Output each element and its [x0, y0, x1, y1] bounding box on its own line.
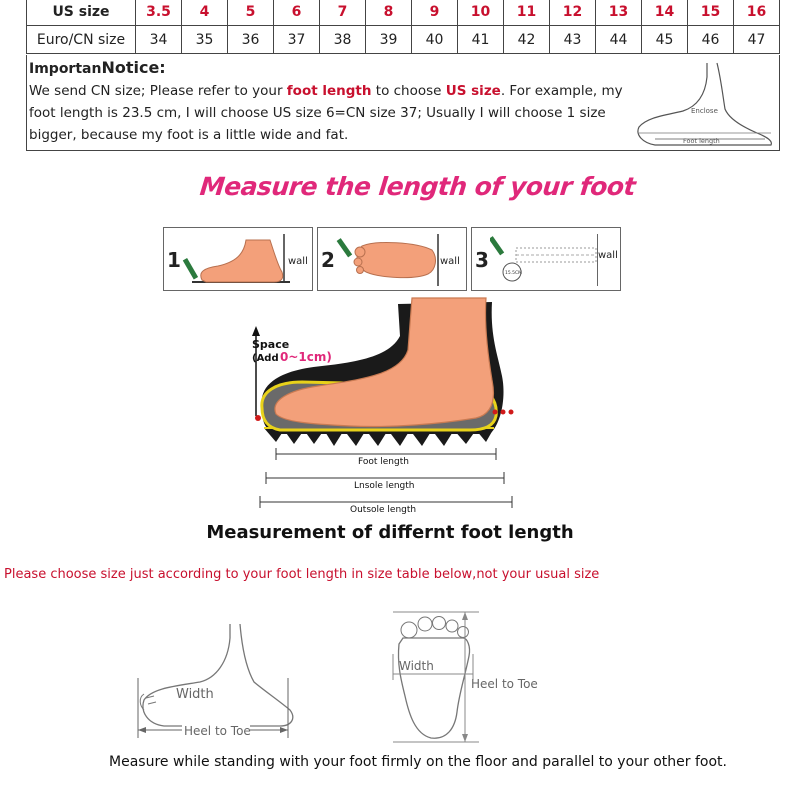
step-3-panel — [471, 227, 621, 291]
step-number: 3 — [475, 248, 489, 272]
top-width-label: Width — [399, 659, 434, 673]
notice-title — [29, 58, 166, 77]
foot-length-label: Foot length — [358, 457, 409, 467]
eu-size-cell: 35 — [182, 26, 228, 54]
size-advice-note: Please choose size just according to your foot length in size table below,not your usual size — [4, 567, 600, 582]
shoe-foot-diagram — [240, 296, 540, 518]
ruler-icon — [490, 232, 598, 288]
step-1-panel — [163, 227, 313, 291]
add-label: (Add — [252, 353, 279, 364]
foot-sketch-icon — [625, 57, 781, 147]
eu-size-cell: 38 — [320, 26, 366, 54]
us-size-cell: 5 — [228, 0, 274, 26]
outsole-length-label: Outsole length — [350, 505, 417, 515]
add-range-label: 0~1cm) — [280, 350, 332, 364]
notice-title-prefix: Importan — [29, 61, 102, 77]
standing-instruction: Measure while standing with your foot firmly on the floor and parallel to your other foot. — [109, 754, 727, 770]
size-table — [26, 0, 780, 54]
notice-text-3: . For example, my foot length is 23.5 cm, I will choose US size 6=CN size 37; Usually I will choose 1 size bigger, because my foot is a little wide and fat. — [29, 83, 623, 143]
step-2-panel — [317, 227, 467, 291]
diagram-caption: Measurement of differnt foot length — [206, 522, 574, 543]
eu-size-row — [27, 26, 780, 54]
measure-heading: Measure the length of your foot — [198, 172, 637, 201]
us-size-cell: 11 — [504, 0, 550, 26]
foot-side-sketch-icon — [130, 618, 310, 748]
us-size-cell: 3.5 — [136, 0, 182, 26]
side-width-label: Width — [176, 687, 214, 702]
wall-label: wall — [440, 256, 460, 267]
eu-size-cell: 39 — [366, 26, 412, 54]
us-size-row — [27, 0, 780, 26]
eu-size-cell: 37 — [274, 26, 320, 54]
top-heel-to-toe-label: Heel to Toe — [471, 677, 538, 691]
step-number: 1 — [167, 248, 181, 272]
svg-text:15.5CM: 15.5CM — [505, 271, 523, 276]
us-size-cell: 10 — [458, 0, 504, 26]
eu-size-cell: 44 — [596, 26, 642, 54]
us-size-cell: 9 — [412, 0, 458, 26]
notice-title-main: Notice: — [101, 58, 166, 77]
sketch-enclose-label: Enclose — [691, 107, 718, 115]
wall-label: wall — [288, 256, 308, 267]
eu-size-cell: 42 — [504, 26, 550, 54]
eu-size-cell: 40 — [412, 26, 458, 54]
eu-size-cell: 45 — [642, 26, 688, 54]
eu-size-label: Euro/CN size — [27, 26, 136, 54]
us-size-cell: 12 — [550, 0, 596, 26]
wall-label: wall — [598, 250, 618, 261]
eu-size-cell: 46 — [688, 26, 734, 54]
insole-length-label: Lnsole length — [354, 481, 415, 491]
notice-text — [29, 80, 624, 146]
eu-size-cell: 41 — [458, 26, 504, 54]
notice-text-2: to choose — [371, 83, 446, 99]
us-size-cell: 6 — [274, 0, 320, 26]
notice-text-1: We send CN size; Please refer to your — [29, 83, 287, 99]
sketch-foot-length-label: Foot length — [683, 137, 720, 145]
us-size-cell: 7 — [320, 0, 366, 26]
eu-size-cell: 36 — [228, 26, 274, 54]
notice-us-size: US size — [445, 83, 501, 99]
us-size-cell: 4 — [182, 0, 228, 26]
step-number: 2 — [321, 248, 335, 272]
foot-side-icon — [182, 232, 290, 288]
us-size-cell: 16 — [734, 0, 780, 26]
notice-box — [26, 55, 780, 151]
notice-foot-length: foot length — [286, 83, 372, 99]
us-size-label: US size — [27, 0, 136, 26]
us-size-cell: 15 — [688, 0, 734, 26]
us-size-cell: 13 — [596, 0, 642, 26]
us-size-cell: 14 — [642, 0, 688, 26]
foot-top-icon — [336, 232, 444, 288]
eu-size-cell: 43 — [550, 26, 596, 54]
eu-size-cell: 34 — [136, 26, 182, 54]
space-label: Space — [252, 338, 290, 351]
eu-size-cell: 47 — [734, 26, 780, 54]
foot-top-sketch-icon — [385, 610, 555, 750]
us-size-cell: 8 — [366, 0, 412, 26]
side-heel-to-toe-label: Heel to Toe — [184, 724, 251, 738]
